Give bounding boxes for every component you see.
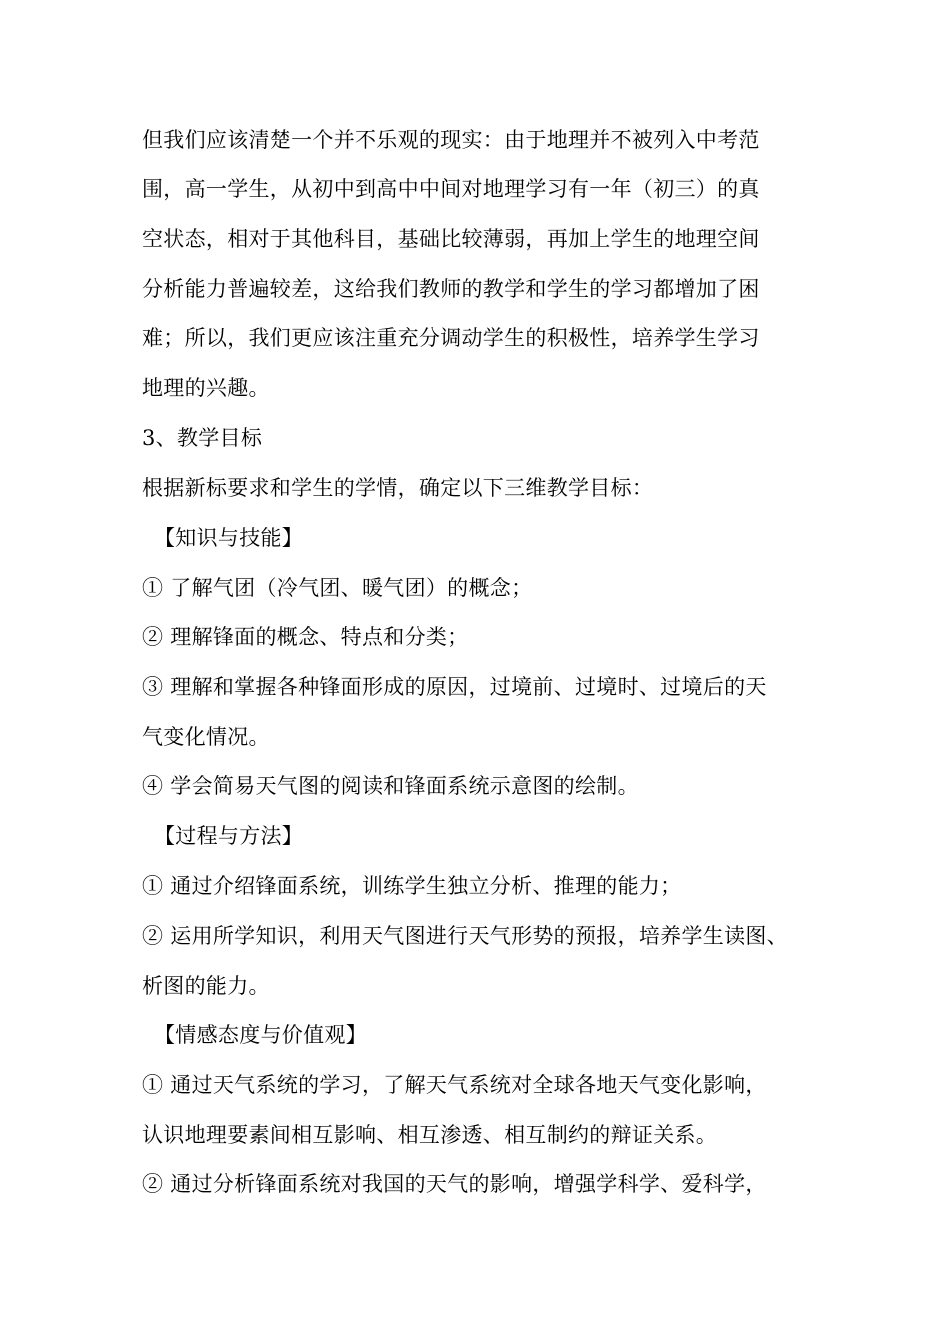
- list-item: ④ 学会简易天气图的阅读和锋面系统示意图的绘制。: [142, 774, 639, 798]
- list-item: ① 了解气团（冷气团、暖气团）的概念；: [142, 576, 533, 600]
- list-item-continuation: 析图的能力。: [142, 974, 270, 998]
- section-heading: 3、教学目标: [142, 426, 263, 450]
- list-item: ② 理解锋面的概念、特点和分类；: [142, 625, 469, 649]
- list-item-continuation: 气变化情况。: [142, 725, 270, 749]
- list-item: ① 通过天气系统的学习，了解天气系统对全球各地天气变化影响，: [142, 1073, 767, 1097]
- list-item-continuation: 认识地理要素间相互影响、相互渗透、相互制约的辩证关系。: [142, 1123, 718, 1147]
- list-item: ② 运用所学知识，利用天气图进行天气形势的预报，培养学生读图、: [142, 924, 788, 948]
- paragraph-line: 地理的兴趣。: [142, 376, 270, 400]
- list-item: ② 通过分析锋面系统对我国的天气的影响，增强学科学、爱科学，: [142, 1172, 767, 1196]
- paragraph-line: 围，高一学生，从初中到高中中间对地理学习有一年（初三）的真: [142, 177, 760, 201]
- list-item: ① 通过介绍锋面系统，训练学生独立分析、推理的能力；: [142, 874, 682, 898]
- paragraph-line: 根据新标要求和学生的学情，确定以下三维教学目标：: [142, 476, 654, 500]
- list-item: ③ 理解和掌握各种锋面形成的原因，过境前、过境时、过境后的天: [142, 675, 767, 699]
- paragraph-line: 分析能力普遍较差，这给我们教师的教学和学生的学习都增加了困: [142, 277, 760, 301]
- subsection-heading-attitude: 【情感态度与价值观】: [154, 1023, 367, 1047]
- paragraph-line: 但我们应该清楚一个并不乐观的现实：由于地理并不被列入中考范: [142, 128, 760, 152]
- subsection-heading-knowledge: 【知识与技能】: [154, 526, 304, 550]
- subsection-heading-process: 【过程与方法】: [154, 824, 304, 848]
- paragraph-line: 难；所以，我们更应该注重充分调动学生的积极性，培养学生学习: [142, 326, 760, 350]
- paragraph-line: 空状态，相对于其他科目，基础比较薄弱，再加上学生的地理空间: [142, 227, 760, 251]
